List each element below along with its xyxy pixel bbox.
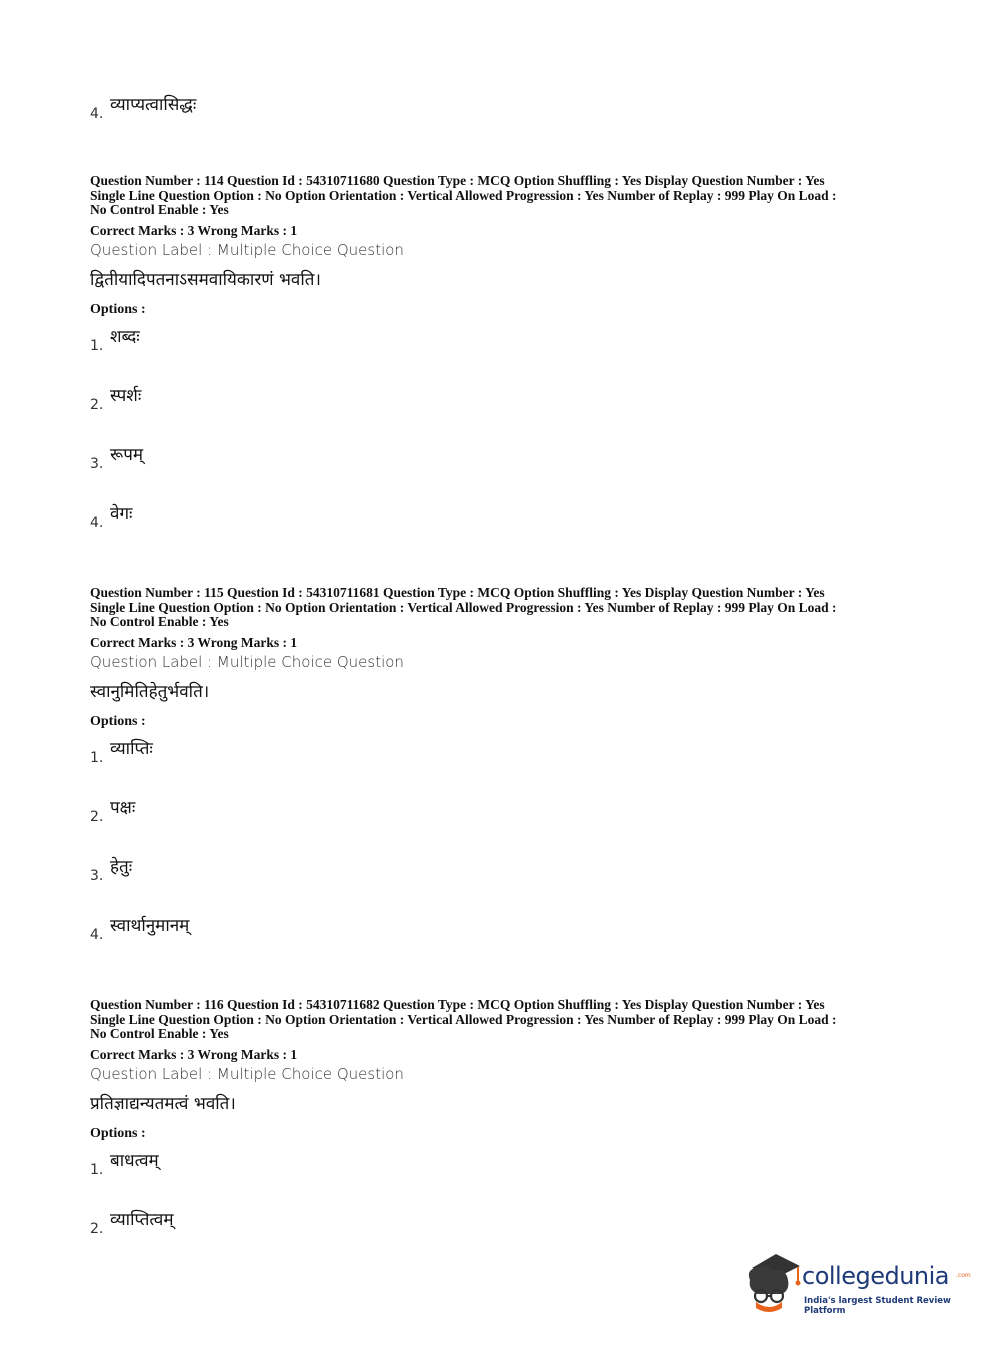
option-3 xyxy=(90,442,910,501)
meta-line-1: Question Number : 115 Question Id : 54310711681 Question Type : MCQ Option Shuffling : Yes Display Question Number : Yes xyxy=(90,585,825,600)
question-marks: Correct Marks : 3 Wrong Marks : 1 xyxy=(90,634,298,650)
meta-line-2: Single Line Question Option : No Option Orientation : Vertical Allowed Progression : Yes Number of Replay : 999 Play On Load : xyxy=(90,1011,837,1027)
option-1 xyxy=(90,324,910,383)
meta-line-3: No Control Enable : Yes xyxy=(90,202,229,217)
option-number: 3. xyxy=(90,455,104,472)
option-3 xyxy=(90,854,910,913)
question-114 xyxy=(90,174,910,560)
question-label: Question Label : Multiple Choice Question xyxy=(90,1064,404,1083)
option-text: व्याप्तिः xyxy=(110,738,153,759)
option-text: रूपम् xyxy=(110,444,144,465)
logo-com-text: .com xyxy=(956,1272,971,1279)
question-marks: Correct Marks : 3 Wrong Marks : 1 xyxy=(90,1046,298,1062)
question-text: प्रतिज्ञाद्यन्यतमत्वं भवति। xyxy=(90,1093,236,1114)
logo-tagline: India's largest Student Review Platform xyxy=(804,1296,951,1316)
question-marks: Correct Marks : 3 Wrong Marks : 1 xyxy=(90,222,298,238)
option-text: वेगः xyxy=(110,503,133,524)
mascot-icon xyxy=(742,1250,802,1315)
option-2 xyxy=(90,795,910,854)
question-label: Question Label : Multiple Choice Question xyxy=(90,240,404,259)
options-heading: Options : xyxy=(90,301,146,317)
options-heading: Options : xyxy=(90,1125,146,1141)
question-115 xyxy=(90,586,910,972)
option-number: 4. xyxy=(90,106,104,122)
option-4 xyxy=(90,913,910,972)
options-list xyxy=(90,324,910,560)
meta-line-3: No Control Enable : Yes xyxy=(90,1026,229,1041)
option-4 xyxy=(90,501,910,560)
option-number: 2. xyxy=(90,396,104,413)
option-2 xyxy=(90,383,910,442)
option-text: पक्षः xyxy=(110,797,136,818)
option-number: 1. xyxy=(90,749,104,766)
question-label: Question Label : Multiple Choice Question xyxy=(90,652,404,671)
question-text: स्वानुमितिहेतुर्भवति। xyxy=(90,681,210,702)
option-number: 2. xyxy=(90,808,104,825)
meta-line-3: No Control Enable : Yes xyxy=(90,614,229,629)
options-list xyxy=(90,1148,910,1266)
question-116 xyxy=(90,998,910,1266)
question-meta xyxy=(90,174,910,218)
option-number: 3. xyxy=(90,867,104,884)
option-text: हेतुः xyxy=(110,856,133,877)
option-text: बाधत्वम् xyxy=(110,1150,159,1171)
option-text: व्याप्तित्वम् xyxy=(110,1209,174,1230)
options-list xyxy=(90,736,910,972)
option-number: 1. xyxy=(90,337,104,354)
option-text: शब्दः xyxy=(110,326,140,347)
meta-line-2: Single Line Question Option : No Option Orientation : Vertical Allowed Progression : Yes Number of Replay : 999 Play On Load : xyxy=(90,187,837,203)
option-number: 2. xyxy=(90,1220,104,1237)
option-text: स्पर्शः xyxy=(110,385,142,406)
option-number: 4. xyxy=(90,926,104,943)
question-meta xyxy=(90,998,910,1042)
option-number: 4. xyxy=(90,514,104,531)
option-1 xyxy=(90,1148,910,1207)
options-heading: Options : xyxy=(90,713,146,729)
question-meta xyxy=(90,586,910,630)
meta-line-2: Single Line Question Option : No Option Orientation : Vertical Allowed Progression : Yes Number of Replay : 999 Play On Load : xyxy=(90,599,837,615)
option-text: स्वार्थानुमानम् xyxy=(110,915,190,936)
option-text: व्याप्यत्वासिद्धः xyxy=(110,95,197,115)
logo-brand-text: collegedunia xyxy=(802,1262,950,1290)
question-text: द्वितीयादिपतनाऽसमवायिकारणं भवति। xyxy=(90,269,321,290)
option-number: 1. xyxy=(90,1161,104,1178)
collegedunia-logo xyxy=(742,1250,971,1316)
meta-line-1: Question Number : 114 Question Id : 54310711680 Question Type : MCQ Option Shuffling : Yes Display Question Number : Yes xyxy=(90,173,825,188)
option-1 xyxy=(90,736,910,795)
meta-line-1: Question Number : 116 Question Id : 54310711682 Question Type : MCQ Option Shuffling : Yes Display Question Number : Yes xyxy=(90,997,825,1012)
